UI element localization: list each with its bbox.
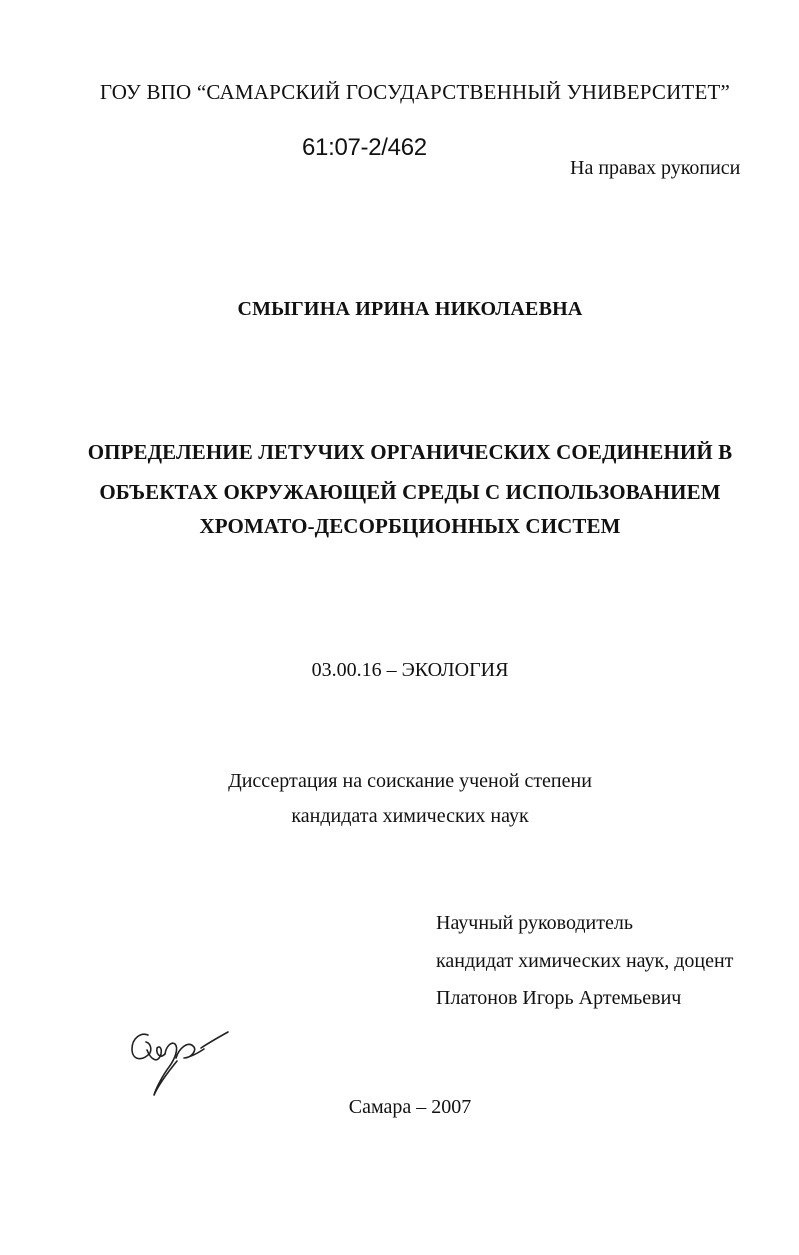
catalog-code: 61:07-2/462 bbox=[302, 134, 427, 161]
title-line-3: ХРОМАТО-ДЕСОРБЦИОННЫХ СИСТЕМ bbox=[199, 514, 621, 538]
university-name: ГОУ ВПО “САМАРСКИЙ ГОСУДАРСТВЕННЫЙ УНИВЕРСИТЕТ” bbox=[99, 80, 731, 104]
rights-note: На правах рукописи bbox=[570, 157, 741, 179]
title-line-1: ОПРЕДЕЛЕНИЕ ЛЕТУЧИХ ОРГАНИЧЕСКИХ СОЕДИНЕНИЙ В bbox=[87, 440, 733, 464]
place-and-year: Самара – 2007 bbox=[348, 1096, 472, 1118]
degree-line-1: Диссертация на соискание ученой степени bbox=[228, 770, 592, 792]
author-name: СМЫГИНА ИРИНА НИКОЛАЕВНА bbox=[237, 298, 583, 320]
degree-line-2: кандидата химических наук bbox=[291, 805, 529, 827]
supervisor-degree: кандидат химических наук, доцент bbox=[436, 950, 734, 972]
handwritten-signature bbox=[122, 1012, 234, 1102]
title-line-2: ОБЪЕКТАХ ОКРУЖАЮЩЕЙ СРЕДЫ С ИСПОЛЬЗОВАНИЕМ bbox=[99, 480, 721, 504]
specialty-code: 03.00.16 – ЭКОЛОГИЯ bbox=[311, 659, 509, 681]
supervisor-name: Платонов Игорь Артемьевич bbox=[436, 987, 682, 1009]
supervisor-role: Научный руководитель bbox=[436, 912, 633, 934]
